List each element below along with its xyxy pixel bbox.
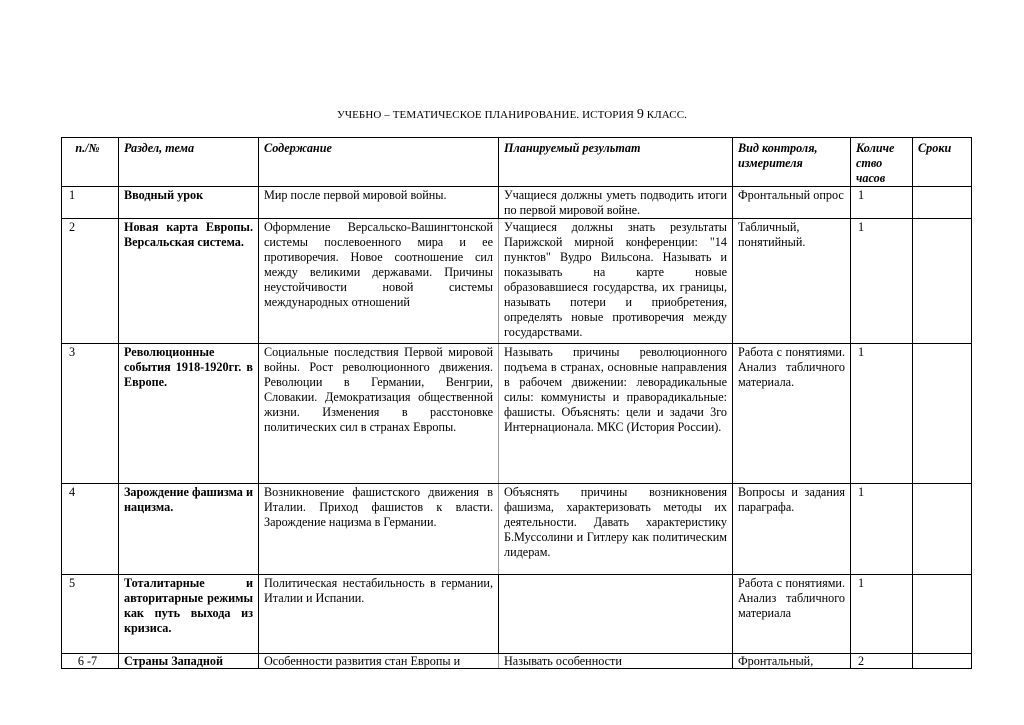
row-result: Учащиеся должны знать результаты Парижской мирной конференции: "14 пунктов" Вудро Вильсона. Называть и показывать на карте новые образовавшиеся государства, их границы, называть потери и приобретения, определять новые противоречия между государствами. <box>499 219 733 344</box>
table-row <box>62 344 972 484</box>
table-row <box>62 219 972 344</box>
row-result: Называть особенности <box>499 654 733 669</box>
row-topic: Новая карта Европы. Версальская система. <box>119 219 259 344</box>
header-hours: Количе ство часов <box>851 138 913 187</box>
row-dates <box>913 219 972 344</box>
row-num: 5 <box>62 575 119 654</box>
header-result: Планируемый результат <box>499 138 733 187</box>
row-control: Фронтальный опрос <box>733 187 851 219</box>
row-content: Оформление Версальско-Вашингтонской системы послевоенного мира и ее противоречия. Новое соотношение сил между великими державами. Причины неустойчивости новой системы международных отношений <box>259 219 499 344</box>
row-result: Называть причины революционного подъема в странах, основные направления в рабочем движении: леворадикальные силы: коммунисты и праворадикальные: фашисты. Объяснять: цели и задачи 3го Интернационала. МКС (История России). <box>499 344 733 484</box>
row-result: Учащиеся должны уметь подводить итоги по первой мировой войне. <box>499 187 733 219</box>
table-row <box>62 187 972 219</box>
row-hours: 1 <box>851 187 913 219</box>
title-suffix: КЛАСС. <box>643 109 688 121</box>
row-num: 3 <box>62 344 119 484</box>
row-num: 4 <box>62 484 119 575</box>
row-num: 6 -7 <box>62 654 119 669</box>
title-grade: 9 <box>636 107 644 122</box>
table-row <box>62 484 972 575</box>
title-prefix: УЧЕБНО – ТЕМАТИЧЕСКОЕ ПЛАНИРОВАНИЕ. ИСТОРИЯ <box>336 109 637 121</box>
row-result: Объяснять причины возникновения фашизма, характеризовать методы их деятельности. Давать характеристику Б.Муссолини и Гитлеру как политическим лидерам. <box>499 484 733 575</box>
row-topic: Страны Западной <box>119 654 259 669</box>
row-dates <box>913 187 972 219</box>
row-hours: 1 <box>851 344 913 484</box>
header-row <box>62 138 972 187</box>
header-topic: Раздел, тема <box>119 138 259 187</box>
table-row <box>62 654 972 669</box>
row-topic: Вводный урок <box>119 187 259 219</box>
row-hours: 1 <box>851 484 913 575</box>
row-control: Табличный, понятийный. <box>733 219 851 344</box>
row-dates <box>913 654 972 669</box>
row-dates <box>913 484 972 575</box>
row-control: Работа с понятиями. Анализ табличного материала <box>733 575 851 654</box>
row-result <box>499 575 733 654</box>
row-content: Политическая нестабильность в германии, Италии и Испании. <box>259 575 499 654</box>
row-content: Социальные последствия Первой мировой войны. Рост революционного движения. Революции в Германии, Венгрии, Словакии. Демократизация общественной жизни. Изменения в расстоновке политических сил в странах Европы. <box>259 344 499 484</box>
row-content: Особенности развития стан Европы и <box>259 654 499 669</box>
row-topic: Тоталитарные и авторитарные режимы как путь выхода из кризиса. <box>119 575 259 654</box>
row-dates <box>913 344 972 484</box>
row-control: Фронтальный, <box>733 654 851 669</box>
planning-table <box>61 137 972 669</box>
row-num: 1 <box>62 187 119 219</box>
row-control: Вопросы и задания параграфа. <box>733 484 851 575</box>
row-hours: 1 <box>851 575 913 654</box>
row-topic: Зарождение фашизма и нацизма. <box>119 484 259 575</box>
header-content: Содержание <box>259 138 499 187</box>
table-row <box>62 575 972 654</box>
header-num: п./№ <box>62 138 119 187</box>
row-topic: Революционные события 1918-1920гг. в Европе. <box>119 344 259 484</box>
row-hours: 2 <box>851 654 913 669</box>
row-num: 2 <box>62 219 119 344</box>
row-hours: 1 <box>851 219 913 344</box>
document-title <box>0 107 1024 123</box>
header-control: Вид контроля, измерителя <box>733 138 851 187</box>
row-content: Мир после первой мировой войны. <box>259 187 499 219</box>
row-control: Работа с понятиями. Анализ табличного материала. <box>733 344 851 484</box>
row-content: Возникновение фашистского движения в Италии. Приход фашистов к власти. Зарождение нацизма в Германии. <box>259 484 499 575</box>
header-dates: Сроки <box>913 138 972 187</box>
row-dates <box>913 575 972 654</box>
